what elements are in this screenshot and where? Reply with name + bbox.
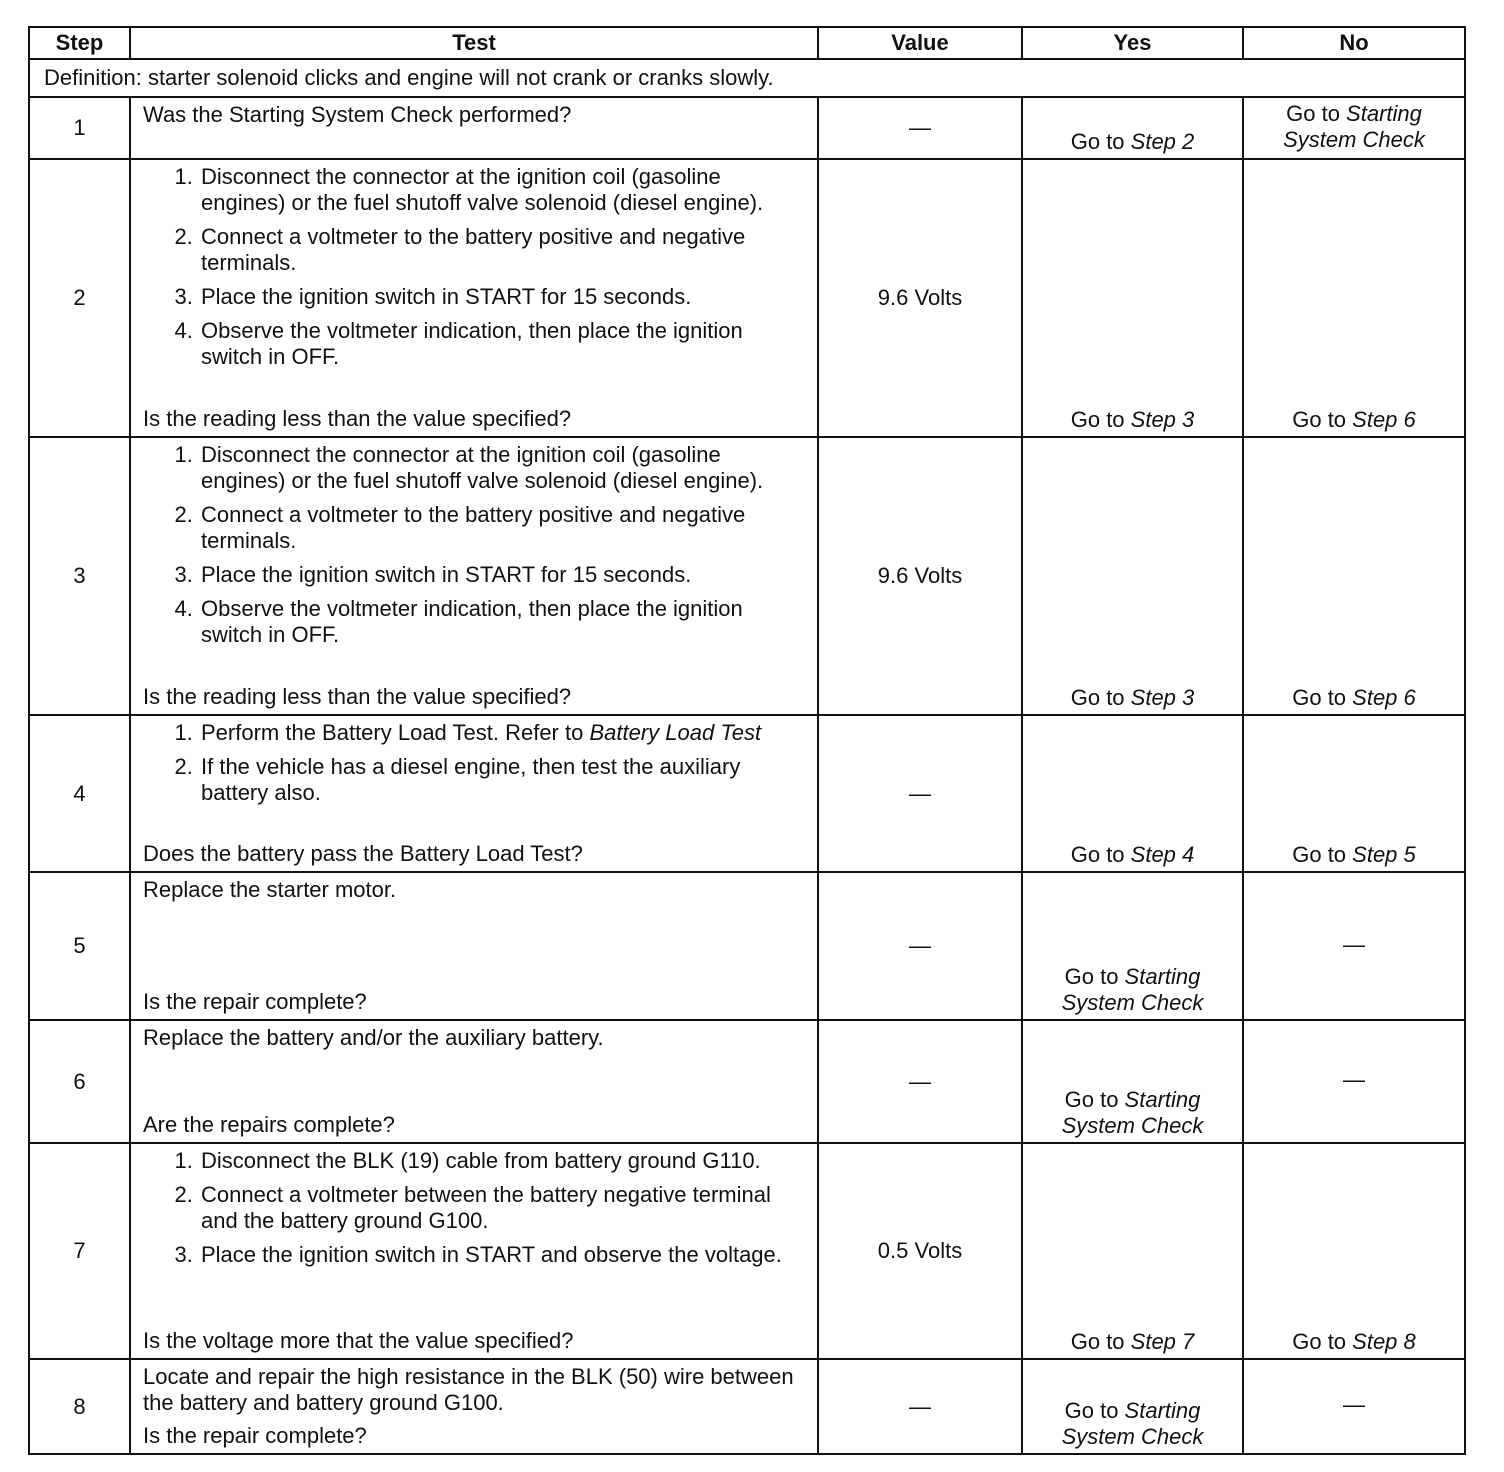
- step-number: 5: [29, 872, 130, 1020]
- table-row: [29, 1020, 1465, 1143]
- test-cell: [130, 1143, 818, 1359]
- yes-target-link: Step 7: [1130, 1329, 1195, 1354]
- yes-prefix: Go to: [1070, 1329, 1131, 1354]
- test-step-item: 4. Observe the voltmeter indication, then place the ignition switch in OFF.: [199, 596, 805, 648]
- yes-target-link: Step 3: [1130, 407, 1195, 432]
- test-question: Is the reading less than the value specified?: [143, 406, 572, 431]
- no-cell: [1243, 715, 1465, 872]
- value-cell: —: [818, 1020, 1022, 1143]
- test-step-item: [199, 720, 805, 746]
- test-lead: Replace the starter motor.: [143, 877, 397, 902]
- header-test: Test: [130, 27, 818, 59]
- test-spacer: [143, 1051, 805, 1112]
- yes-target-link: Starting System Check: [1061, 1398, 1204, 1449]
- value-cell: 0.5 Volts: [818, 1143, 1022, 1359]
- test-spacer: [143, 806, 805, 841]
- test-cell: [130, 872, 818, 1020]
- test-steps-list: [143, 1148, 805, 1268]
- table-row: [29, 159, 1465, 437]
- test-cell: [130, 1359, 818, 1454]
- test-step-text: Perform the Battery Load Test. Refer to: [201, 720, 590, 745]
- no-dash: —: [1343, 931, 1365, 957]
- no-cell: [1243, 1143, 1465, 1359]
- step-number: 6: [29, 1020, 130, 1143]
- step-number: 2: [29, 159, 130, 437]
- step-number: 1: [29, 97, 130, 159]
- test-content: [143, 1025, 805, 1138]
- no-cell: [1243, 97, 1465, 159]
- test-spacer: [143, 1268, 805, 1328]
- table-row: [29, 1359, 1465, 1454]
- table-row: [29, 872, 1465, 1020]
- table-row: [29, 715, 1465, 872]
- yes-cell: [1022, 437, 1243, 715]
- no-cell: [1243, 159, 1465, 437]
- test-step-reference: Battery Load Test: [589, 720, 762, 745]
- test-spacer: [143, 370, 805, 406]
- yes-cell: [1022, 872, 1243, 1020]
- step-number: 3: [29, 437, 130, 715]
- test-question: Does the battery pass the Battery Load Test?: [143, 841, 583, 866]
- test-lead: Was the Starting System Check performed?: [143, 102, 572, 127]
- test-content: [143, 720, 805, 867]
- no-dash: —: [1343, 1392, 1365, 1417]
- test-question: Is the voltage more that the value specified?: [143, 1328, 574, 1353]
- test-cell: [130, 97, 818, 159]
- yes-target-link: Step 2: [1130, 129, 1195, 154]
- yes-prefix: Go to: [1070, 685, 1131, 710]
- test-steps-list: [143, 164, 805, 370]
- diagnostic-table: [28, 26, 1466, 1455]
- test-step-item: 4. Observe the voltmeter indication, then place the ignition switch in OFF.: [199, 318, 805, 370]
- test-spacer: [143, 903, 805, 989]
- no-cell: [1243, 1020, 1465, 1143]
- test-content: [143, 102, 805, 154]
- header-value: Value: [818, 27, 1022, 59]
- test-lead: Locate and repair the high resistance in the BLK (50) wire between the battery and battery ground G100.: [143, 1364, 794, 1415]
- yes-prefix: Go to: [1070, 129, 1131, 154]
- table-row: [29, 437, 1465, 715]
- test-content: [143, 1364, 805, 1449]
- no-dash: —: [1343, 1067, 1365, 1092]
- yes-cell: [1022, 1143, 1243, 1359]
- test-spacer: [143, 648, 805, 684]
- test-step-item: 2. If the vehicle has a diesel engine, then test the auxiliary battery also.: [199, 754, 805, 806]
- header-step: Step: [29, 27, 130, 59]
- test-cell: [130, 437, 818, 715]
- value-cell: —: [818, 97, 1022, 159]
- definition-text: Definition: starter solenoid clicks and engine will not crank or cranks slowly.: [29, 59, 1465, 97]
- test-step-item: 1. Disconnect the connector at the ignition coil (gasoline engines) or the fuel shutoff valve solenoid (diesel engine).: [199, 164, 805, 216]
- test-question: Is the repair complete?: [143, 989, 367, 1014]
- no-target-link: Step 8: [1352, 1329, 1416, 1354]
- test-lead: Replace the battery and/or the auxiliary battery.: [143, 1025, 604, 1050]
- yes-target-link: Step 3: [1130, 685, 1195, 710]
- test-steps-list: [143, 720, 805, 806]
- no-target-link: Starting System Check: [1283, 101, 1425, 152]
- no-target-link: Step 6: [1352, 407, 1416, 432]
- test-question: Are the repairs complete?: [143, 1112, 395, 1137]
- value-cell: 9.6 Volts: [818, 159, 1022, 437]
- header-row: [29, 27, 1465, 59]
- yes-prefix: Go to: [1064, 964, 1125, 989]
- yes-target-link: Starting System Check: [1061, 964, 1204, 1015]
- test-cell: [130, 1020, 818, 1143]
- yes-target-link: Starting System Check: [1061, 1087, 1204, 1138]
- test-cell: [130, 715, 818, 872]
- no-cell: [1243, 1359, 1465, 1454]
- step-number: 4: [29, 715, 130, 872]
- no-target-link: Step 5: [1352, 842, 1416, 867]
- yes-prefix: Go to: [1064, 1398, 1125, 1423]
- test-spacer: [143, 1416, 805, 1423]
- no-cell: [1243, 437, 1465, 715]
- yes-prefix: Go to: [1070, 407, 1131, 432]
- test-step-item: 3. Place the ignition switch in START for 15 seconds.: [199, 284, 805, 310]
- test-step-item: 3. Place the ignition switch in START for 15 seconds.: [199, 562, 805, 588]
- yes-target-link: Step 4: [1130, 842, 1195, 867]
- value-cell: —: [818, 872, 1022, 1020]
- table-row: [29, 1143, 1465, 1359]
- header-yes: Yes: [1022, 27, 1243, 59]
- no-target-link: Step 6: [1352, 685, 1416, 710]
- no-prefix: Go to: [1292, 407, 1353, 432]
- no-prefix: Go to: [1292, 842, 1353, 867]
- yes-prefix: Go to: [1070, 842, 1131, 867]
- test-step-item: 2. Connect a voltmeter to the battery positive and negative terminals.: [199, 224, 805, 276]
- yes-prefix: Go to: [1064, 1087, 1125, 1112]
- step-number: 7: [29, 1143, 130, 1359]
- yes-cell: [1022, 97, 1243, 159]
- no-prefix: Go to: [1292, 685, 1353, 710]
- value-cell: —: [818, 715, 1022, 872]
- definition-row: [29, 59, 1465, 97]
- test-step-item: 2. Connect a voltmeter to the battery positive and negative terminals.: [199, 502, 805, 554]
- yes-cell: [1022, 1020, 1243, 1143]
- test-content: [143, 442, 805, 710]
- test-step-item: 3. Place the ignition switch in START and observe the voltage.: [199, 1242, 805, 1268]
- test-question: Is the reading less than the value specified?: [143, 684, 572, 709]
- yes-cell: [1022, 715, 1243, 872]
- test-content: [143, 877, 805, 1015]
- header-no: No: [1243, 27, 1465, 59]
- no-cell: [1243, 872, 1465, 1020]
- test-content: [143, 1148, 805, 1354]
- step-number: 8: [29, 1359, 130, 1454]
- test-step-item: 2. Connect a voltmeter between the battery negative terminal and the battery ground G100.: [199, 1182, 805, 1234]
- value-cell: —: [818, 1359, 1022, 1454]
- no-prefix: Go to: [1292, 1329, 1353, 1354]
- value-cell: 9.6 Volts: [818, 437, 1022, 715]
- no-prefix: Go to: [1286, 101, 1347, 126]
- test-steps-list: [143, 442, 805, 648]
- yes-cell: [1022, 1359, 1243, 1454]
- test-step-item: 1. Disconnect the connector at the ignition coil (gasoline engines) or the fuel shutoff valve solenoid (diesel engine).: [199, 442, 805, 494]
- yes-cell: [1022, 159, 1243, 437]
- table-row: [29, 97, 1465, 159]
- test-question: Is the repair complete?: [143, 1423, 367, 1448]
- test-cell: [130, 159, 818, 437]
- test-content: [143, 164, 805, 432]
- test-step-item: 1. Disconnect the BLK (19) cable from battery ground G110.: [199, 1148, 805, 1174]
